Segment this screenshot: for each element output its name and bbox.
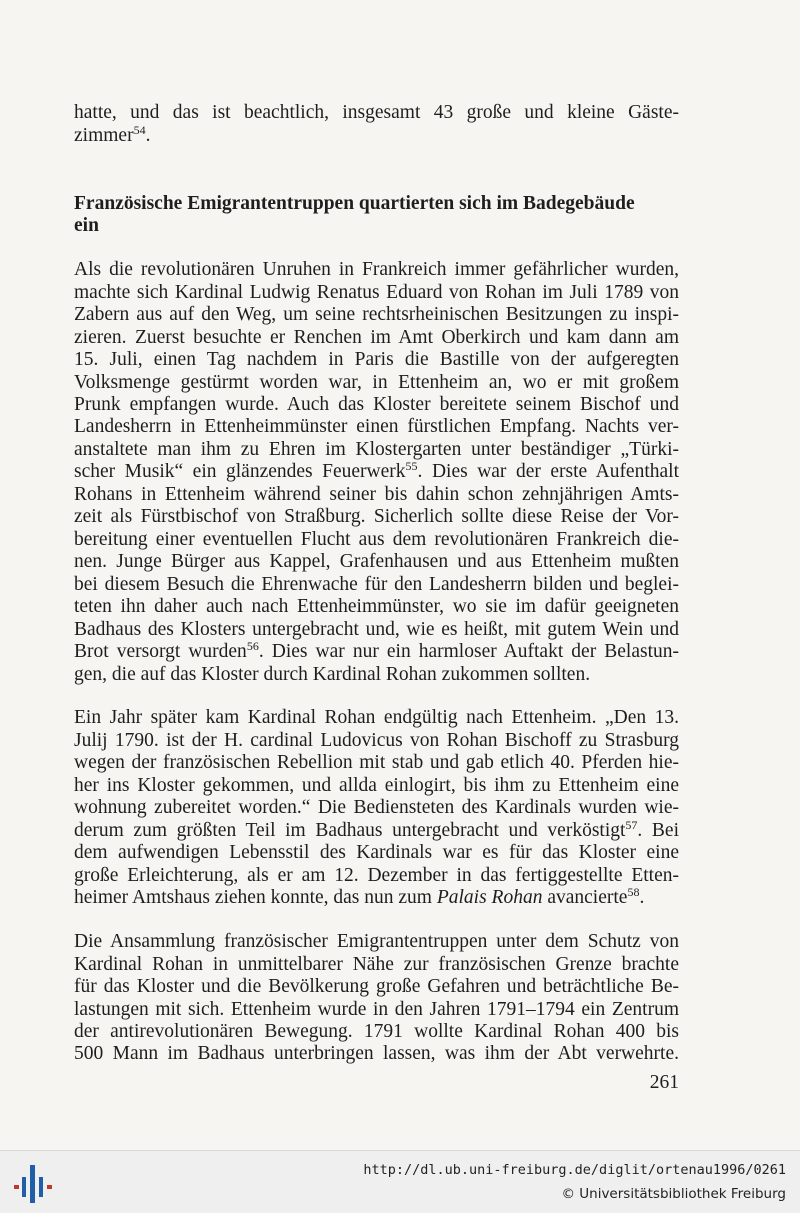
text-line: machte sich Kardinal Ludwig Renatus Eduard von Rohan im Juli 1789 von xyxy=(74,282,679,303)
text-line: Ein Jahr später kam Kardinal Rohan endgültig nach Ettenheim. „Den 13. xyxy=(74,707,679,728)
footer-bar xyxy=(0,1150,800,1213)
section-heading: Französische Emigrantentruppen quartierten sich im Badegebäude xyxy=(74,193,635,214)
italic-title: Palais Rohan xyxy=(436,887,543,908)
text-line: anstaltete man ihm zu Ehren im Klostergarten unter beständiger „Türki- xyxy=(74,439,679,460)
footnote-ref: 54 xyxy=(133,123,146,137)
text-line: Landesherrn in Ettenheimmünster einen fürstlichen Empfang. Nachts ver- xyxy=(74,416,679,437)
footnote-ref: 57 xyxy=(625,818,638,832)
text-line: 15. Juli, einen Tag nachdem in Paris die Bastille von der aufgeregten xyxy=(74,349,679,370)
text-fragment: . Dies war nur ein harmloser Auftakt der Belastun- xyxy=(258,641,679,662)
text-line: dem aufwendigen Lebensstil des Kardinals war es für das Kloster eine xyxy=(74,842,679,863)
text-line: Zabern aus auf den Weg, um seine rechtsrheinischen Besitzungen zu inspi- xyxy=(74,304,679,325)
text-fragment: . Dies war der erste Aufenthalt xyxy=(417,461,679,482)
text-fragment: avancierte xyxy=(542,887,628,908)
text-line: Prunk empfangen wurde. Auch das Kloster bereitete seinem Bischof und xyxy=(74,394,679,415)
footnote-ref: 55 xyxy=(405,459,418,473)
text-line: zieren. Zuerst besuchte er Renchen im Amt Oberkirch und kam dann am xyxy=(74,327,679,348)
text-line: Volksmenge gestürmt worden war, in Ettenheim an, wo er mit großem xyxy=(74,372,679,393)
text-line: bereitung einer eventuellen Flucht aus dem revolutionären Frankreich die- xyxy=(74,529,679,550)
text-line: Kardinal Rohan in unmittelbarer Nähe zur französischen Grenze brachte xyxy=(74,954,679,975)
text-line: Als die revolutionären Unruhen in Frankreich immer gefährlicher wurden, xyxy=(74,259,679,280)
source-url-link[interactable]: http://dl.ub.uni-freiburg.de/diglit/ortenau1996/0261 xyxy=(363,1162,786,1178)
ub-freiburg-logo-icon[interactable] xyxy=(10,1161,56,1207)
text-line: Julij 1790. ist der H. cardinal Ludovicus von Rohan Bischoff zu Strasburg xyxy=(74,730,679,751)
text-line: Rohans in Ettenheim während seiner bis dahin schon zehnjährigen Amts- xyxy=(74,484,679,505)
text-line: wegen der französischen Rebellion mit stab und gab etlich 40. Pferden hie- xyxy=(74,752,679,773)
text-line: Die Ansammlung französischer Emigrantentruppen unter dem Schutz von xyxy=(74,931,679,952)
footnote-ref: 56 xyxy=(246,639,259,653)
text-fragment: Brot versorgt wurden xyxy=(74,641,247,662)
footnote-ref: 58 xyxy=(627,885,640,899)
text-fragment: scher Musik“ ein glänzendes Feuerwerk xyxy=(74,461,406,482)
text-line xyxy=(74,461,679,483)
text-fragment: . xyxy=(639,887,645,908)
text-line: 500 Mann im Badhaus unterbringen lassen, was ihm der Abt verwehrte. xyxy=(74,1043,679,1064)
text-line: zeit als Fürstbischof von Straßburg. Sicherlich sollte diese Reise der Vor- xyxy=(74,506,679,527)
text-fragment: heimer Amtshaus ziehen konnte, das nun zum xyxy=(74,887,437,908)
text-line: bei diesem Besuch die Ehrenwache für den Landesherrn bilden und beglei- xyxy=(74,574,679,595)
text-line: große Erleichterung, als er am 12. Dezember in das fertiggestellte Etten- xyxy=(74,865,679,886)
copyright-notice: © Universitätsbibliothek Freiburg xyxy=(561,1186,786,1202)
text-line: her ins Kloster gekommen, und allda einlogirt, bis ihm zu Ettenheim eine xyxy=(74,775,679,796)
text-line: wohnung zubereitet worden.“ Die Bediensteten des Kardinals wurden wie- xyxy=(74,797,679,818)
text-line xyxy=(74,125,679,147)
text-line: für das Kloster und die Bevölkerung große Gefahren und beträchtliche Be- xyxy=(74,976,679,997)
text-line: hatte, und das ist beachtlich, insgesamt 43 große und kleine Gäste- xyxy=(74,102,679,123)
text-fragment: zimmer xyxy=(74,125,134,146)
text-line: gen, die auf das Kloster durch Kardinal Rohan zukommen sollten. xyxy=(74,664,591,685)
text-fragment: . Bei xyxy=(637,820,679,841)
text-line xyxy=(74,641,679,663)
text-line xyxy=(74,820,679,842)
text-line: lastungen mit sich. Ettenheim wurde in den Jahren 1791–1794 ein Zentrum xyxy=(74,999,679,1020)
text-line xyxy=(74,887,679,909)
text-line: der antirevolutionären Bewegung. 1791 wollte Kardinal Rohan 400 bis xyxy=(74,1021,679,1042)
section-heading: ein xyxy=(74,215,99,236)
text-line: Badhaus des Klosters untergebracht und, wie es heißt, mit gutem Wein und xyxy=(74,619,679,640)
page-number: 261 xyxy=(649,1072,679,1093)
text-line: nen. Junge Bürger aus Kappel, Grafenhausen und aus Ettenheim mußten xyxy=(74,551,679,572)
text-line: teten ihn daher auch nach Ettenheimmünster, wo sie im dafür geeigneten xyxy=(74,596,679,617)
text-fragment: . xyxy=(145,125,151,146)
text-fragment: derum zum größten Teil im Badhaus untergebracht und verköstigt xyxy=(74,820,626,841)
